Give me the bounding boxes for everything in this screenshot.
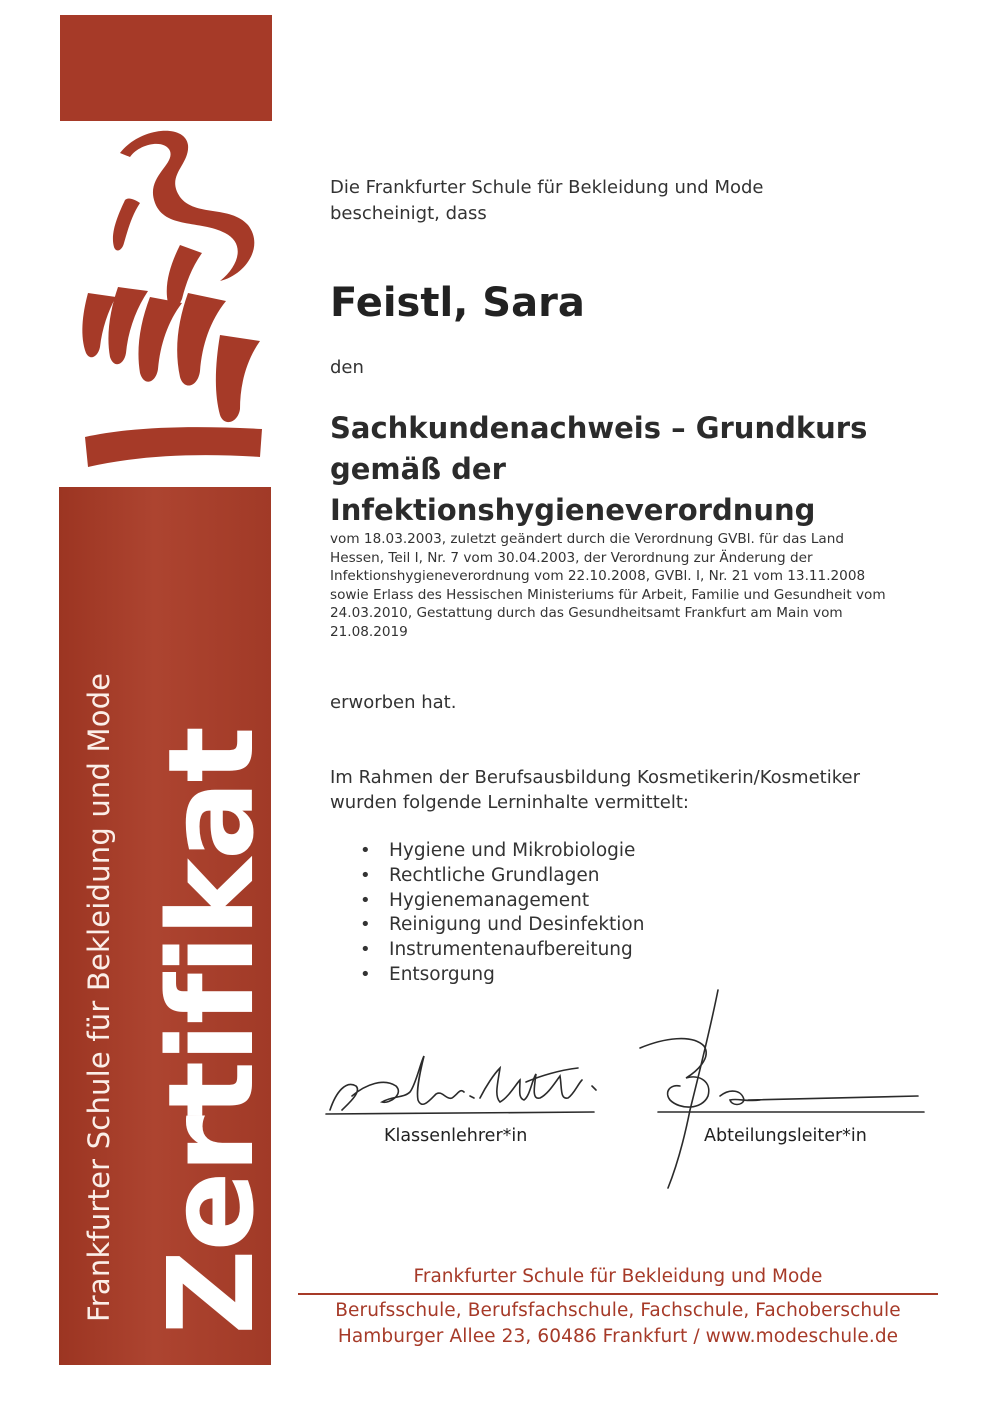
training-context-text (330, 765, 950, 815)
legal-line: Hessen, Teil I, Nr. 7 vom 30.04.2003, der Verordnung zur Änderung der (330, 549, 813, 566)
footer-line-1: Berufsschule, Berufsfachschule, Fachschule, Fachoberschule (335, 1300, 901, 1321)
bullet-icon: • (360, 840, 371, 861)
footer-address (300, 1298, 936, 1349)
department-head-label: Abteilungsleiter*in (704, 1126, 867, 1146)
recipient-name: Feistl, Sara (330, 280, 585, 326)
bullet-icon: • (360, 914, 371, 936)
acquired-text: erworben hat. (330, 692, 457, 713)
bullet-icon: • (360, 939, 371, 961)
legal-line: Infektionshygieneverordnung vom 22.10.2008, GVBl. I, Nr. 21 vom 13.11.2008 (330, 568, 866, 584)
vertical-school-name: Frankfurter Schule für Bekleidung und Mode (82, 672, 116, 1322)
list-item (360, 864, 644, 889)
list-item (360, 839, 644, 864)
den-text: den (330, 357, 364, 378)
course-title (330, 408, 930, 531)
school-logo-mark (70, 125, 270, 480)
legal-line: 24.03.2010, Gestattung durch das Gesundheitsamt Frankfurt am Main vom (330, 605, 843, 621)
course-title-line-2: gemäß der (330, 452, 506, 486)
vertical-certificate-title: Zertifikat (142, 728, 280, 1335)
legal-line: sowie Erlass des Hessischen Ministeriums für Arbeit, Familie und Gesundheit vom (330, 586, 886, 603)
topic-label: Instrumentenaufbereitung (389, 939, 633, 961)
footer-school-name: Frankfurter Schule für Bekleidung und Mode (413, 1266, 823, 1287)
legal-basis-text (330, 530, 920, 641)
footer-line-2: Hamburger Allee 23, 60486 Frankfurt / www.modeschule.de (337, 1325, 899, 1347)
left-signature-graphic (326, 1056, 596, 1114)
training-context-line-1: Im Rahmen der Berufsausbildung Kosmetikerin/Kosmetiker (330, 767, 860, 788)
course-title-line-1: Sachkundenachweis – Grundkurs (330, 411, 868, 445)
intro-line-2: bescheinigt, dass (330, 203, 487, 224)
training-context-line-2: wurden folgende Lerninhalte vermittelt: (330, 792, 689, 813)
course-title-line-3: Infektionshygieneverordnung (330, 493, 816, 527)
list-item (360, 938, 644, 963)
bullet-icon: • (360, 864, 371, 886)
legal-line: 21.08.2019 (330, 623, 408, 640)
right-signature-graphic (640, 990, 924, 1188)
footer-divider (298, 1293, 938, 1295)
topic-label: Entsorgung (389, 963, 495, 985)
topic-label: Reinigung und Desinfektion (389, 914, 645, 936)
list-item (360, 963, 644, 988)
red-top-block (60, 15, 272, 121)
bullet-icon: • (360, 963, 371, 985)
list-item (360, 913, 644, 938)
intro-line-1: Die Frankfurter Schule für Bekleidung und Mode (330, 177, 764, 198)
class-teacher-label: Klassenlehrer*in (384, 1126, 528, 1146)
legal-line: vom 18.03.2003, zuletzt geändert durch die Verordnung GVBl. für das Land (330, 531, 844, 547)
topic-label: Hygienemanagement (389, 889, 590, 911)
intro-text (330, 175, 764, 227)
bullet-icon: • (360, 889, 371, 911)
topic-label: Rechtliche Grundlagen (389, 864, 600, 886)
list-item (360, 889, 644, 914)
topic-label: Hygiene und Mikrobiologie (389, 840, 636, 861)
topics-list (360, 839, 644, 988)
